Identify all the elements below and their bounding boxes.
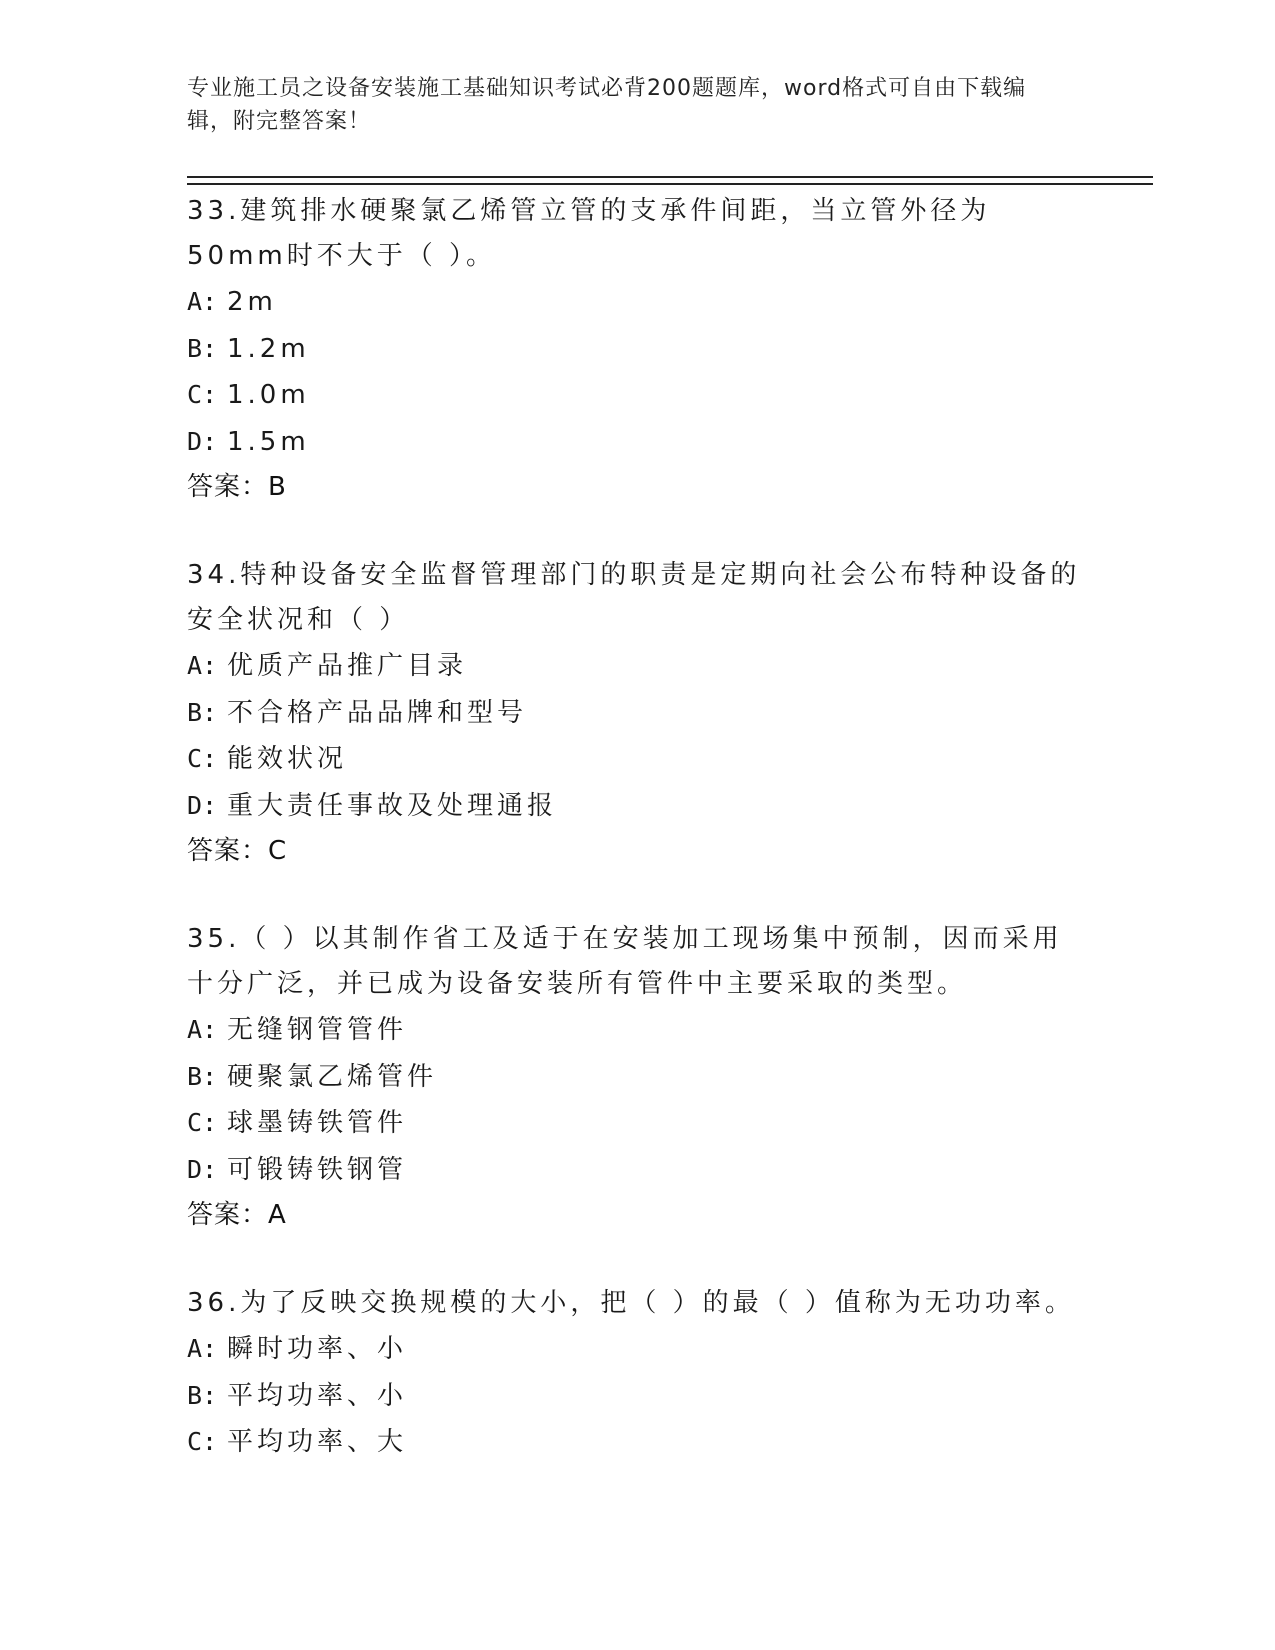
question-stem: 33.建筑排水硬聚氯乙烯管立管的支承件间距，当立管外径为50mm时不大于（ ）。	[187, 196, 991, 271]
option-letter: A:	[187, 287, 218, 316]
option-b	[187, 1054, 1087, 1101]
option-letter: D:	[187, 426, 218, 456]
option-letter: B:	[187, 1061, 218, 1091]
option-text: 平均功率、大	[227, 1427, 408, 1457]
option-text: 无缝钢管管件	[227, 1015, 408, 1045]
option-d	[187, 1147, 1087, 1194]
option-letter: D:	[187, 1154, 218, 1184]
option-b	[187, 326, 1087, 373]
document-header: 专业施工员之设备安装施工基础知识考试必背200题题库，word格式可自由下载编辑，附完整答案！	[187, 76, 1027, 134]
option-letter: A:	[187, 1015, 218, 1044]
option-c	[187, 1419, 1087, 1466]
option-letter: A:	[187, 1334, 218, 1363]
option-d	[187, 783, 1087, 830]
header-rule-top	[187, 176, 1153, 178]
option-a	[187, 279, 1087, 326]
question-34	[187, 553, 1087, 874]
option-text: 硬聚氯乙烯管件	[227, 1061, 438, 1092]
option-c	[187, 1100, 1087, 1147]
option-letter: C:	[187, 1427, 218, 1456]
option-text: 重大责任事故及处理通报	[227, 790, 558, 821]
question-36	[187, 1281, 1087, 1466]
option-letter: B:	[187, 1380, 218, 1410]
option-text: 平均功率、小	[227, 1380, 408, 1411]
option-text: 可锻铸铁钢管	[227, 1154, 408, 1185]
question-stem: 35.（ ）以其制作省工及适于在安装加工现场集中预制，因而采用十分广泛，并已成为设备安装所有管件中主要采取的类型。	[187, 924, 1063, 999]
option-letter: C:	[187, 380, 218, 409]
option-letter: B:	[187, 697, 218, 727]
option-c	[187, 736, 1087, 783]
question-33	[187, 189, 1087, 510]
option-c	[187, 372, 1087, 419]
answer: 答案：B	[187, 472, 287, 502]
option-text: 1.2m	[227, 333, 310, 364]
option-a	[187, 643, 1087, 690]
answer: 答案：A	[187, 1200, 287, 1230]
option-text: 优质产品推广目录	[227, 651, 468, 681]
option-text: 1.5m	[227, 426, 310, 457]
answer: 答案：C	[187, 836, 288, 866]
option-letter: B:	[187, 333, 218, 363]
option-letter: D:	[187, 790, 218, 820]
option-text: 瞬时功率、小	[227, 1334, 408, 1364]
option-b	[187, 1373, 1087, 1420]
option-text: 1.0m	[227, 380, 310, 410]
option-text: 球墨铸铁管件	[227, 1108, 408, 1138]
option-text: 2m	[227, 287, 277, 317]
option-letter: A:	[187, 651, 218, 680]
option-letter: C:	[187, 744, 218, 773]
question-35	[187, 917, 1087, 1238]
option-a	[187, 1326, 1087, 1373]
option-b	[187, 690, 1087, 737]
option-text: 能效状况	[227, 744, 348, 774]
option-text: 不合格产品品牌和型号	[227, 697, 528, 728]
option-d	[187, 419, 1087, 466]
question-stem: 36.为了反映交换规模的大小，把（ ）的最（ ）值称为无功功率。	[187, 1288, 1075, 1318]
option-letter: C:	[187, 1108, 218, 1137]
option-a	[187, 1007, 1087, 1054]
header-rule-bottom	[187, 183, 1153, 185]
question-stem: 34.特种设备安全监督管理部门的职责是定期向社会公布特种设备的安全状况和（ ）	[187, 560, 1081, 635]
